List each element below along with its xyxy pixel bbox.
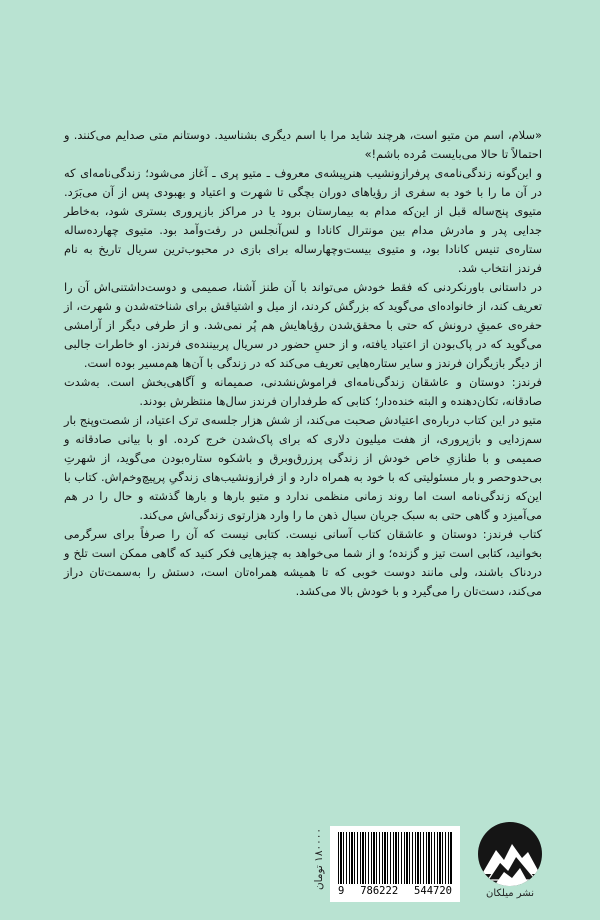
isbn-group-2: 544720 bbox=[414, 885, 452, 897]
paragraph-story: در داستانی باورنکردنی که فقط خودش می‌تواند با آن طنز آشنا، صمیمی و دوست‌داشتنی‌اش آن را تعریف کند، از خانواده‌ای می‌گوید که بزرگش کردند، از میل و اشتیاقش برای شناخته‌شدن و شهرت، از حفره‌ی عمیقِ درونش که حتی با محقق‌شدن رؤیاهایش هم پُر نمی‌شد. و از طرفی دیگر از آرامشی می‌گوید که در پاک‌بودن از اعتیاد یافته، و از حسِ حضور در سریال پربیننده‌ی فرندز. او خاطرات جالبی از دیگر بازیگران فرندز و سایر ستاره‌هایی تعریف می‌کند که در زندگی با آن‌ها هم‌مسیر بوده است. bbox=[64, 280, 542, 370]
paragraph-closing: کتاب فرندز: دوستان و عاشقان کتاب آسانی نیست. کتابی نیست که آن را صرفاً برای سرگرمی بخوانید، کتابی است تیز و گزنده؛ و از شما می‌خواهد به چیزهایی فکر کنید که گاهی ممکن است تلخ و دردناک باشند، ولی مانند دوست خوبی که تا همیشه همراه‌تان است، دستش را به‌سمت‌تان دراز می‌کند، دست‌تان را می‌گیرد و با خودش بالا می‌کشد. bbox=[64, 527, 542, 598]
paragraph-summary: فرندز: دوستان و عاشقان زندگی‌نامه‌ای فراموش‌نشدنی، صمیمانه و آگاهی‌بخش است. به‌شدت صادقانه، تکان‌دهنده و البته خنده‌دار؛ کتابی که طرفداران فرندز سال‌ها منتظرش بودند. bbox=[64, 375, 542, 408]
back-cover-text bbox=[64, 126, 542, 601]
paragraph-intro-quote: «سلام، اسم من متیو است، هرچند شاید مرا با اسم دیگری بشناسید. دوستانم متی صدایم می‌کنند. و احتمالاً تا حالا می‌بایست مُرده باشم!» bbox=[64, 128, 542, 161]
publisher-logo-icon bbox=[478, 822, 542, 886]
isbn-lead-digit: 9 bbox=[338, 885, 345, 897]
barcode-bars bbox=[338, 832, 452, 884]
isbn-number bbox=[338, 885, 452, 897]
paragraph-biography: و این‌گونه زندگی‌نامه‌ی پرفرازونشیب هنرپیشه‌ی معروف ـ متیو پری ـ آغاز می‌شود؛ زندگی‌نامه‌ای که در آن ما را با خود به سفری از رؤیاهای دوران بچگی تا شهرت و اعتیاد و بهبودی پس از آن می‌بَرَد. متیوی پنج‌ساله قبل از این‌که مدام به بیمارستان برود یا در مراکز بازپروری بستری شود، به‌خاطر جدایی پدر و مادرش مدام بین مونترال کانادا و لس‌آنجلس در رفت‌وآمد بود. متیوی چهارده‌ساله ستاره‌ی تنیس کانادا بود، و متیوی بیست‌وچهارساله برای بازی در محبوب‌ترین سریال تاریخ به نام فرندز انتخاب شد. bbox=[64, 166, 542, 275]
publisher-name: نشر میلکان bbox=[486, 888, 534, 899]
paragraph-addiction: متیو در این کتاب درباره‌ی اعتیادش صحبت می‌کند، از شش هزار جلسه‌ی ترک اعتیاد، از شصت‌وپنج بار سم‌زدایی و بازپروری، از هفت میلیون دلاری که برای پاک‌شدن خرج کرده. او با بیانی صادقانه و صمیمی و با طنازیِ خاص خودش از زندگی پرزرق‌وبرق و باشکوه ستاره‌بودن می‌گوید، از شهرتِ بی‌حدوحصر و بار مسئولیتی که با خود به همراه دارد و از فرازونشیب‌های زندگیِ پرپیچ‌وخم‌اش. کتاب با این‌که زندگی‌نامه است اما روند زمانی منظمی ندارد و متیو بارها و بارها گذشته و حال را در هم می‌آمیزد و گاهی حتی به سبک جریان سیال ذهن ما را وارد هزارتوی زندگی‌اش می‌کند. bbox=[64, 413, 542, 522]
isbn-group-1: 786222 bbox=[360, 885, 399, 897]
isbn-barcode bbox=[330, 826, 460, 902]
price-text: ۱۸۰۰۰۰ تومان bbox=[313, 827, 325, 891]
price-label bbox=[310, 814, 328, 904]
